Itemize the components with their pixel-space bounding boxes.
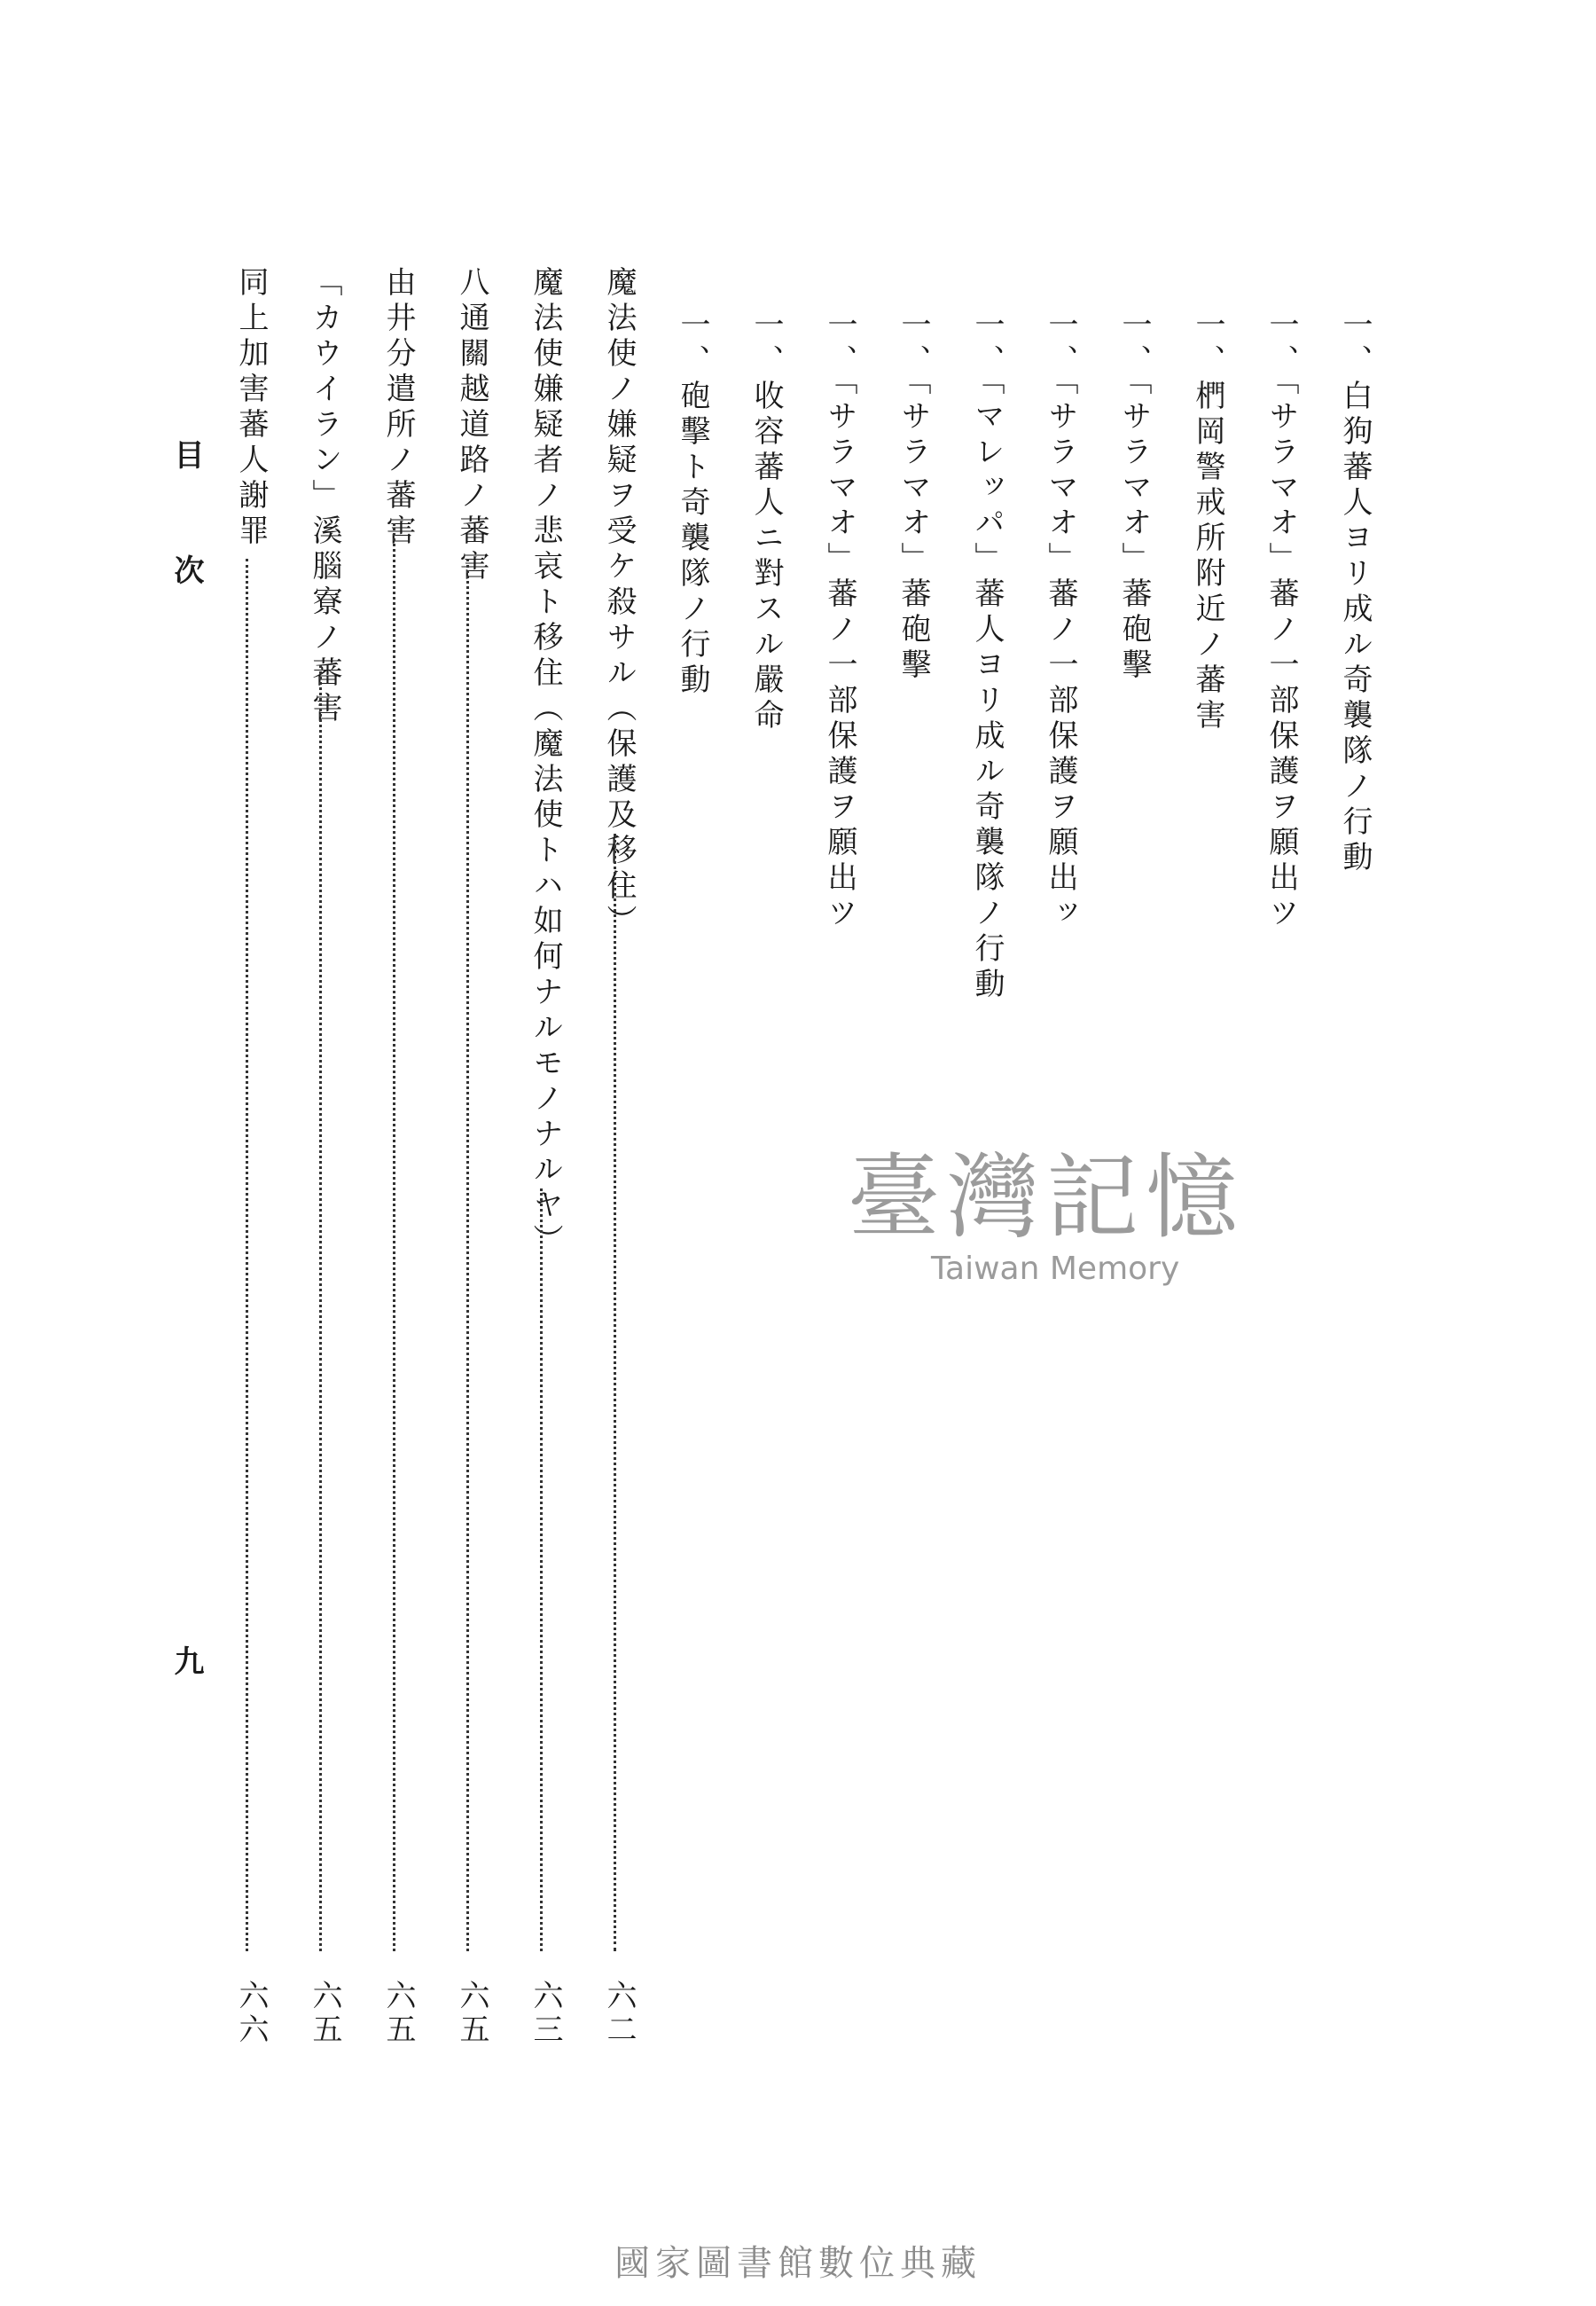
page-number: 九 (168, 1645, 204, 1675)
toc-entry[interactable] (450, 266, 493, 2047)
toc-entry-text: 一、砲擊ト奇襲隊ノ行動 (675, 309, 710, 699)
toc-entry-text: 一、椚岡警戒所附近ノ蕃害 (1190, 309, 1225, 734)
toc-entry-text: 一、「サラマオ」蕃砲擊 (896, 309, 931, 684)
toc-entry-text: 八通關越道路ノ蕃害 (454, 266, 489, 585)
toc-entry-text: 由井分遣所ノ蕃害 (380, 266, 416, 550)
toc-entry-page: 六六 (233, 1980, 269, 2047)
toc-entry[interactable] (303, 266, 346, 2047)
toc-entry-text: 魔法使嫌疑者ノ悲哀ト移住（魔法使トハ如何ナルモノナルヤ） (528, 266, 563, 1259)
toc-entry[interactable] (598, 266, 640, 2047)
toc-entry-text: 一、收容蕃人ニ對スル嚴命 (748, 309, 784, 734)
toc-entry-page: 六五 (454, 1980, 489, 2047)
toc-entry-text: 同上加害蕃人謝罪 (233, 266, 269, 550)
toc-entry-text: 一、「サラマオ」蕃砲擊 (1116, 309, 1152, 684)
toc-entry-text: 「カウイラン」溪腦寮ノ蕃害 (307, 266, 342, 727)
toc-entry-text: 一、「サラマオ」蕃ノ一部保護ヲ願出ツ (822, 309, 857, 932)
dot-leader (319, 665, 332, 1951)
toc-entry-text: 一、白狗蕃人ヨリ成ル奇襲隊ノ行動 (1337, 309, 1373, 876)
toc-entry-text: 魔法使ノ嫌疑ヲ受ケ殺サル（保護及移住） (601, 266, 637, 940)
running-header-mokuji-2: 次 (168, 554, 204, 584)
footer-archive-label: 國家圖書館數位典藏 (614, 2243, 982, 2284)
toc-entry[interactable] (671, 309, 714, 2047)
toc-entry-page: 六三 (528, 1980, 563, 2047)
dot-leader (540, 1188, 553, 1951)
watermark-cjk: 臺灣記憶 (847, 1143, 1245, 1251)
dot-leader (246, 559, 259, 1951)
dot-leader (466, 559, 480, 1951)
toc-entry-text: 一、「サラマオ」蕃ノ一部保護ヲ願出ツ (1264, 309, 1299, 932)
toc-entry[interactable] (377, 266, 419, 2047)
toc-entry-page: 六五 (307, 1980, 342, 2047)
toc-entry[interactable] (524, 266, 567, 2047)
toc-entry-page: 六二 (601, 1980, 637, 2047)
dot-leader (614, 834, 627, 1951)
toc-entry[interactable] (230, 266, 272, 2047)
watermark-en: Taiwan Memory (931, 1251, 1180, 1287)
dot-leader (393, 523, 406, 1951)
toc-entry[interactable] (1334, 309, 1376, 2047)
toc-entry-text: 一、「マレッパ」蕃人ヨリ成ル奇襲隊ノ行動 (969, 309, 1005, 1003)
toc-entry-text: 一、「サラマオ」蕃ノ一部保護ヲ願出ッ (1043, 309, 1078, 932)
toc-entry-page: 六五 (380, 1980, 416, 2047)
running-header-mokuji-1: 目 (168, 439, 204, 469)
toc-entry[interactable] (745, 309, 787, 2047)
watermark (798, 1144, 1295, 1287)
